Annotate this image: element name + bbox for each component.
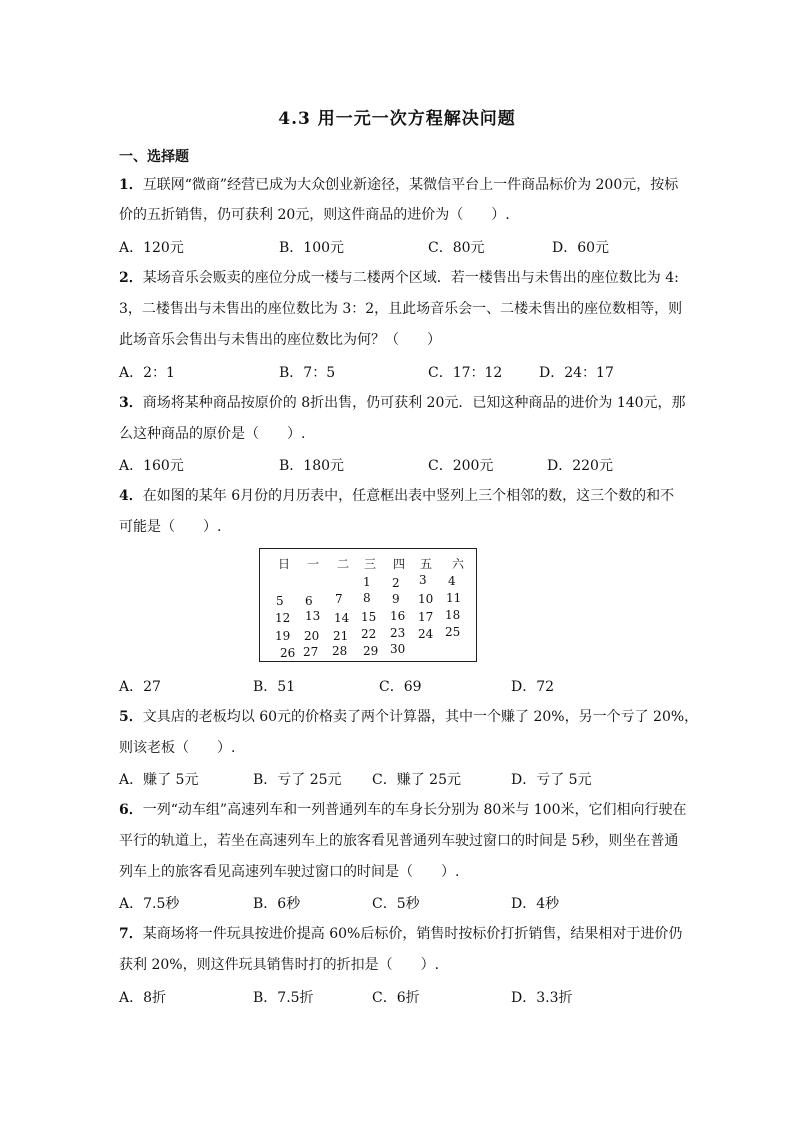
q6-line-1: 6．一列“动车组”高速列车和一列普通列车的车身长分别为 80米与 100米，它们相向行驶在 <box>119 802 687 818</box>
calendar-day: 4 <box>448 574 456 588</box>
option-b[interactable]: B．6秒 <box>253 896 301 912</box>
q2-number: 2． <box>119 270 143 286</box>
calendar-day: 18 <box>445 608 461 622</box>
option-c[interactable]: C．69 <box>379 679 422 695</box>
calendar-day: 16 <box>390 609 406 623</box>
calendar-day: 19 <box>275 629 291 643</box>
option-d[interactable]: D．4秒 <box>511 896 560 912</box>
option-a[interactable]: A．2：1 <box>119 365 175 381</box>
calendar-day: 9 <box>392 592 400 606</box>
option-b[interactable]: B．100元 <box>279 240 345 256</box>
q4-line-1: 4．在如图的某年 6月份的月历表中，任意框出表中竖列上三个相邻的数，这三个数的和不 <box>119 488 675 504</box>
calendar-header: 二 <box>337 557 350 571</box>
calendar-day: 8 <box>363 591 371 605</box>
option-a[interactable]: A．赚了 5元 <box>119 772 199 788</box>
q1-number: 1． <box>119 177 143 193</box>
q5-number: 5． <box>119 709 143 725</box>
q7-number: 7． <box>119 926 143 942</box>
calendar-day: 1 <box>363 575 371 589</box>
calendar-day: 24 <box>418 627 434 641</box>
option-c[interactable]: C．17：12 <box>428 365 503 381</box>
calendar-day: 30 <box>390 642 406 656</box>
q4-line-2: 可能是（ ）. <box>119 519 222 535</box>
q3-number: 3． <box>119 395 143 411</box>
option-a[interactable]: A．7.5秒 <box>119 896 180 912</box>
q5-line-2: 则该老板（ ）. <box>119 740 236 756</box>
calendar-day: 13 <box>305 609 321 623</box>
option-d[interactable]: D．220元 <box>547 458 613 474</box>
option-c[interactable]: C．80元 <box>428 240 485 256</box>
option-a[interactable]: A．27 <box>119 679 161 695</box>
q5-options <box>119 769 679 789</box>
q2-line-1: 2．某场音乐会贩卖的座位分成一楼与二楼两个区域．若一楼售出与未售出的座位数比为 4: <box>119 270 679 286</box>
option-d[interactable]: D．60元 <box>552 240 610 256</box>
q1-options <box>119 237 679 257</box>
q3-options <box>119 455 679 475</box>
q7-line-1: 7．某商场将一件玩具按进价提高 60%后标价，销售时按标价打折销售，结果相对于进价仍 <box>119 926 683 942</box>
option-d[interactable]: D．24：17 <box>539 365 614 381</box>
calendar-day: 22 <box>361 627 377 641</box>
calendar-day: 21 <box>333 629 349 643</box>
q6-line-2: 平行的轨道上，若坐在高速列车上的旅客看见普通列车驶过窗口的时间是 5秒，则坐在普通 <box>119 833 679 849</box>
q1-line-2: 价的五折销售，仍可获利 20元，则这件商品的进价为（ ）. <box>119 207 510 223</box>
q6-number: 6． <box>119 802 143 818</box>
calendar-table <box>259 548 477 662</box>
option-c[interactable]: C．赚了 25元 <box>372 772 461 788</box>
option-b[interactable]: B．180元 <box>279 458 345 474</box>
calendar-day: 3 <box>419 573 427 587</box>
q6-line-3: 列车上的旅客看见高速列车驶过窗口的时间是（ ）. <box>119 864 460 880</box>
calendar-day: 23 <box>390 626 406 640</box>
calendar-day: 14 <box>334 611 350 625</box>
q7-line-2: 获利 20%，则这件玩具销售时打的折扣是（ ）. <box>119 957 440 973</box>
q4-options <box>119 676 679 696</box>
option-b[interactable]: B．51 <box>253 679 296 695</box>
calendar-day: 5 <box>276 594 284 608</box>
calendar-day: 20 <box>304 629 320 643</box>
option-a[interactable]: A．8折 <box>119 990 167 1006</box>
calendar-day: 7 <box>335 592 343 606</box>
calendar-header: 五 <box>420 557 433 571</box>
calendar-day: 27 <box>303 645 319 659</box>
calendar-day: 28 <box>332 644 348 658</box>
calendar-day: 10 <box>418 592 434 606</box>
option-b[interactable]: B．7：5 <box>279 365 336 381</box>
section-heading: 一、选择题 <box>119 149 189 165</box>
q5-line-1: 5．文具店的老板均以 60元的价格卖了两个计算器，其中一个赚了 20%，另一个亏了 20%， <box>119 709 699 725</box>
calendar-header: 三 <box>364 557 377 571</box>
calendar-day: 29 <box>363 644 379 658</box>
q6-options <box>119 893 679 913</box>
option-a[interactable]: A．160元 <box>119 458 184 474</box>
option-c[interactable]: C．5秒 <box>372 896 420 912</box>
calendar-header: 一 <box>307 557 320 571</box>
calendar-day: 2 <box>392 576 400 590</box>
option-c[interactable]: C．6折 <box>372 990 420 1006</box>
calendar-day: 15 <box>361 610 377 624</box>
option-c[interactable]: C．200元 <box>428 458 494 474</box>
q2-options <box>119 362 679 382</box>
option-b[interactable]: B．亏了 25元 <box>253 772 342 788</box>
calendar-header: 六 <box>452 557 465 571</box>
calendar-day: 26 <box>280 646 296 660</box>
calendar-day: 6 <box>305 594 313 608</box>
q3-line-1: 3．商场将某种商品按原价的 8折出售，仍可获利 20元．已知这种商品的进价为 140元，那 <box>119 395 686 411</box>
calendar-day: 25 <box>445 625 461 639</box>
calendar-header: 日 <box>278 557 291 571</box>
q1-line-1: 1．互联网“微商”经营已成为大众创业新途径，某微信平台上一件商品标价为 200元，按标 <box>119 177 679 193</box>
calendar-header: 四 <box>393 557 406 571</box>
q2-line-2: 3，二楼售出与未售出的座位数比为 3：2，且此场音乐会一、二楼未售出的座位数相等，则 <box>119 301 683 317</box>
page-title: 4.3 用一元一次方程解决问题 <box>278 109 516 129</box>
option-b[interactable]: B．7.5折 <box>253 990 314 1006</box>
option-d[interactable]: D．亏了 5元 <box>511 772 592 788</box>
calendar-day: 12 <box>275 611 291 625</box>
q4-number: 4． <box>119 488 143 504</box>
q7-options <box>119 987 679 1007</box>
option-d[interactable]: D．3.3折 <box>511 990 573 1006</box>
option-a[interactable]: A．120元 <box>119 240 184 256</box>
q3-line-2: 么这种商品的原价是（ ）. <box>119 426 306 442</box>
option-d[interactable]: D．72 <box>511 679 555 695</box>
calendar-day: 11 <box>446 591 462 605</box>
q2-line-3: 此场音乐会售出与未售出的座位数比为何？（ ） <box>119 332 441 348</box>
calendar-day: 17 <box>418 610 434 624</box>
